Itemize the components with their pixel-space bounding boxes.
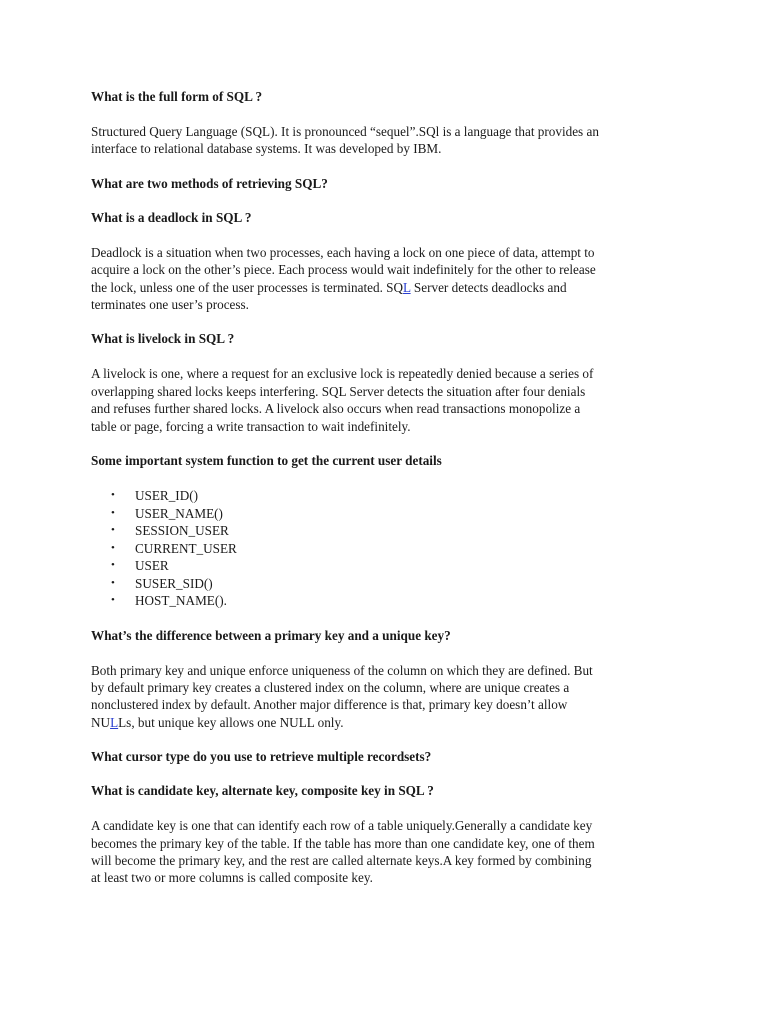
bullet-icon: • <box>111 524 115 537</box>
answer-primary-vs-unique-key <box>91 662 678 732</box>
question-full-form-sql: What is the full form of SQL ? <box>91 89 263 104</box>
answer-line: becomes the primary key of the table. If the table has more than one candidate key, one of them <box>91 835 595 851</box>
question-livelock: What is livelock in SQL ? <box>91 331 235 347</box>
answer-line: the lock, unless one of the user processes is terminated. SQ <box>91 279 404 295</box>
list-item <box>91 505 678 523</box>
function-name: SUSER_SID() <box>135 575 213 591</box>
system-function-list <box>91 487 678 610</box>
inline-link-fragment[interactable]: L <box>110 714 119 730</box>
question-primary-vs-unique-key: What’s the difference between a primary key and a unique key? <box>91 627 451 643</box>
function-name: HOST_NAME(). <box>135 593 227 609</box>
answer-line: by default primary key creates a clustered index on the column, where are unique creates a <box>91 679 570 695</box>
list-item <box>91 592 678 610</box>
bullet-icon: • <box>111 594 115 607</box>
list-item <box>91 575 678 593</box>
list-item <box>91 540 678 558</box>
bullet-icon: • <box>111 506 115 519</box>
answer-line: Ls, but unique key allows one NULL only. <box>118 714 344 730</box>
bullet-icon: • <box>111 559 115 572</box>
answer-livelock <box>91 365 678 435</box>
question-deadlock: What is a deadlock in SQL ? <box>91 209 252 225</box>
answer-deadlock <box>91 244 678 314</box>
answer-line: NU <box>91 714 111 730</box>
answer-line: Server detects deadlocks and <box>410 279 567 295</box>
answer-line: Both primary key and unique enforce uniqueness of the column on which they are defined. But <box>91 662 593 678</box>
question-cursor-type: What cursor type do you use to retrieve multiple recordsets? <box>91 749 432 765</box>
function-name: CURRENT_USER <box>135 540 237 556</box>
bullet-icon: • <box>111 541 115 554</box>
function-name: USER <box>135 558 169 574</box>
answer-line: nonclustered index by default. Another major difference is that, primary key doesn’t allow <box>91 697 568 713</box>
answer-candidate-key <box>91 817 678 887</box>
bullet-icon: • <box>111 576 115 589</box>
answer-line: Deadlock is a situation when two processes, each having a lock on one piece of data, attempt to <box>91 244 595 260</box>
list-item <box>91 487 678 505</box>
function-name: USER_NAME() <box>135 505 223 521</box>
list-item <box>91 557 678 575</box>
question-system-functions: Some important system function to get the current user details <box>91 453 442 469</box>
answer-line: interface to relational database systems. It was developed by IBM. <box>91 141 442 157</box>
answer-line: acquire a lock on the other’s piece. Each process would wait indefinitely for the other to release <box>91 262 596 278</box>
function-name: USER_ID() <box>135 488 199 504</box>
question-methods-retrieving-sql: What are two methods of retrieving SQL? <box>91 175 328 191</box>
answer-line: A candidate key is one that can identify each row of a table uniquely.Generally a candidate key <box>91 818 593 834</box>
answer-line: and refuses further shared locks. A livelock also occurs when read transactions monopolize a <box>91 401 581 417</box>
answer-full-form-sql <box>91 123 678 158</box>
answer-line: table or page, forcing a write transaction to wait indefinitely. <box>91 418 411 434</box>
answer-line: A livelock is one, where a request for an exclusive lock is repeatedly denied because a series of <box>91 366 594 382</box>
answer-line: Structured Query Language (SQL). It is pronounced “sequel”.SQl is a language that provides an <box>91 124 599 139</box>
function-name: SESSION_USER <box>135 523 229 539</box>
answer-line: overlapping shared locks keeps interfering. SQL Server detects the situation after four denials <box>91 383 586 399</box>
answer-line: will become the primary key, and the rest are called alternate keys.A key formed by combining <box>91 853 592 868</box>
inline-link-fragment[interactable]: L <box>403 279 411 295</box>
list-item <box>91 522 678 540</box>
answer-line: at least two or more columns is called composite key. <box>91 870 373 886</box>
question-candidate-key: What is candidate key, alternate key, composite key in SQL ? <box>91 783 434 799</box>
bullet-icon: • <box>111 489 115 502</box>
answer-line: terminates one user’s process. <box>91 297 249 313</box>
